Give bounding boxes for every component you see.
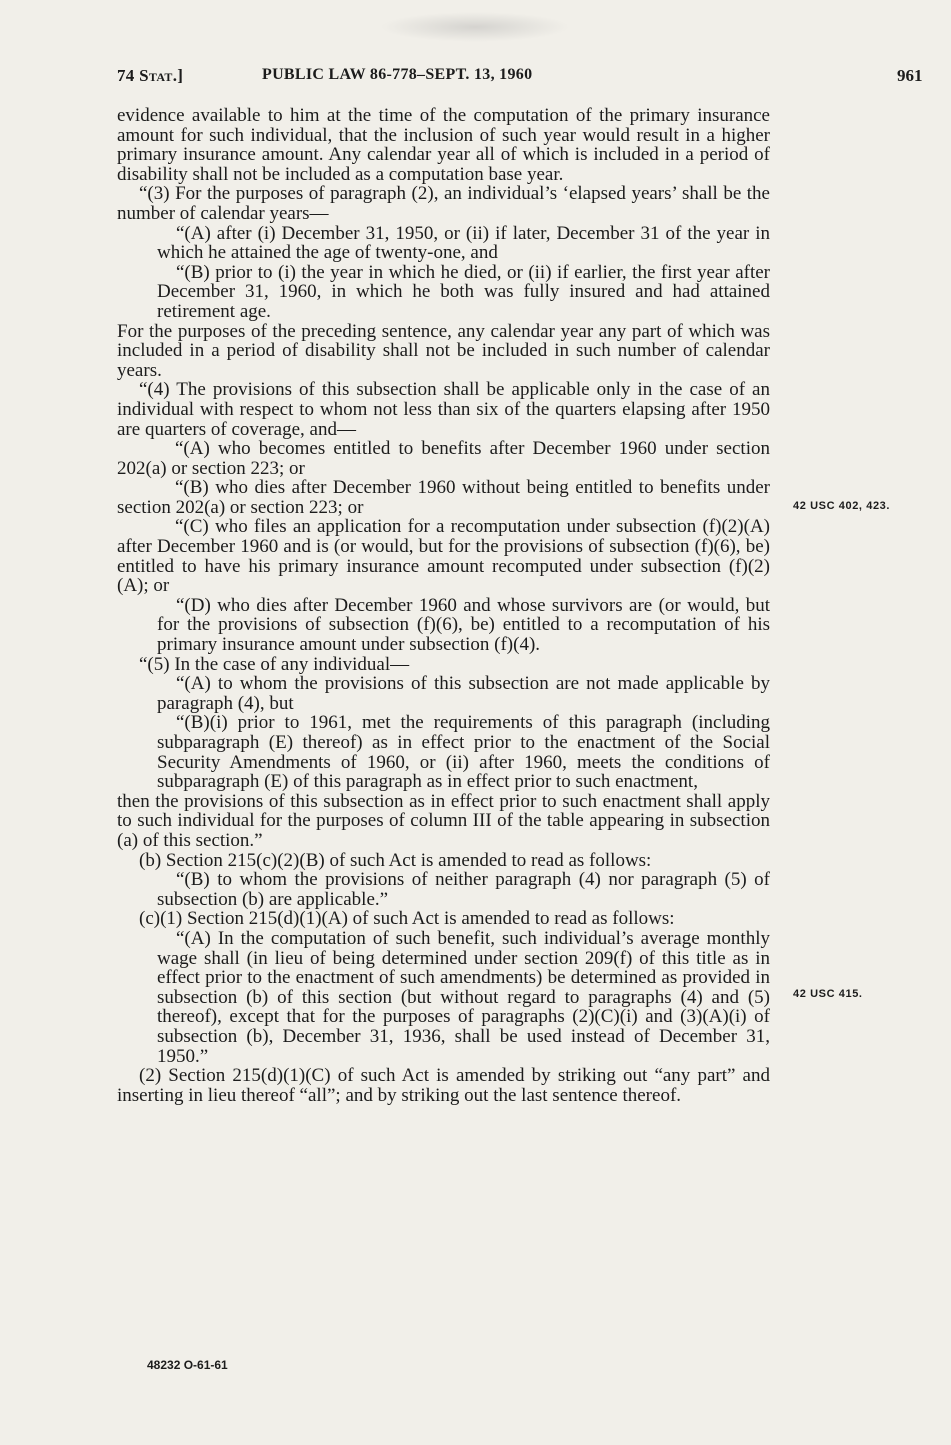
printer-code: 48232 O-61-61 bbox=[147, 1358, 228, 1372]
bleed-through-mark bbox=[380, 12, 570, 42]
paragraph: “(A) after (i) December 31, 1950, or (ii) if later, December 31 of the year in which he attained the age of twenty-one, and bbox=[157, 222, 770, 264]
page-header bbox=[0, 66, 951, 92]
statute-body bbox=[117, 106, 770, 1105]
paragraph: “(B)(i) prior to 1961, met the requirements of this paragraph (including subparagraph (E) thereof) as in effect prior to the enactment of the Social Security Amendments of 1960, or (ii) after 1960, meets the conditions of subparagraph (E) of this paragraph as in effect prior to such enactment, bbox=[157, 712, 770, 793]
paragraph: “(3) For the purposes of paragraph (2), an individual’s ‘elapsed years’ shall be the number of calendar years— bbox=[117, 183, 770, 224]
paragraph: (c)(1) Section 215(d)(1)(A) of such Act is amended to read as follows: bbox=[139, 908, 675, 930]
paragraph: evidence available to him at the time of the computation of the primary insurance amount for such individual, that the inclusion of such year would result in a higher primary insurance amount. Any calendar year all of which is included in a period of disability shall not be included as a computation base year. bbox=[117, 105, 770, 185]
paragraph: “(B) prior to (i) the year in which he died, or (ii) if earlier, the first year after December 31, 1960, in which he both was fully insured and had attained retirement age. bbox=[157, 261, 770, 322]
paragraph: “(C) who files an application for a recomputation under subsection (f)(2)(A) after December 1960 and is (or would, but for the provisions of subsection (f)(6), be) entitled to have his primary insurance amount recomputed under subsection (f)(2)(A); or bbox=[117, 516, 770, 597]
paragraph: “(A) In the computation of such benefit, such individual’s average monthly wage shall (in lieu of being determined under section 209(f) of this title as in effect prior to the enactment of such amendments) be determined as provided in subsection (b) of this section (but without regard to paragraphs (4) and (5) thereof), except that for the purposes of paragraphs (2)(C)(i) and (3)(A)(i) of subsection (b), December 31, 1936, shall be used instead of December 31, 1950.” bbox=[157, 927, 770, 1067]
paragraph: (2) Section 215(d)(1)(C) of such Act is amended by striking out “any part” and inserting in lieu thereof “all”; and by striking out the last sentence thereof. bbox=[117, 1065, 770, 1106]
margin-note: 42 USC 402, 423. bbox=[793, 500, 891, 512]
paragraph: “(B) who dies after December 1960 without being entitled to benefits under section 202(a) or section 223; or bbox=[117, 477, 770, 518]
paragraph: “(4) The provisions of this subsection shall be applicable only in the case of an individual with respect to whom not less than six of the quarters elapsing after 1950 are quarters of coverage, and— bbox=[117, 379, 770, 440]
margin-note: 42 USC 415. bbox=[793, 988, 863, 1000]
paragraph: “(A) to whom the provisions of this subsection are not made applicable by paragraph (4), but bbox=[157, 673, 770, 714]
paragraph: then the provisions of this subsection as in effect prior to such enactment shall apply to such individual for the purposes of column III of the table appearing in subsection (a) of this section.” bbox=[117, 790, 770, 851]
paragraph: (b) Section 215(c)(2)(B) of such Act is amended to read as follows: bbox=[139, 849, 652, 871]
paragraph: For the purposes of the preceding sentence, any calendar year any part of which was included in a period of disability shall not be included in such number of calendar years. bbox=[117, 320, 770, 381]
paragraph: “(5) In the case of any individual— bbox=[139, 653, 410, 675]
statute-reference: 74 Stat.] bbox=[117, 66, 184, 85]
paragraph: “(B) to whom the provisions of neither paragraph (4) nor paragraph (5) of subsection (b) are applicable.” bbox=[157, 869, 770, 910]
paragraph: “(D) who dies after December 1960 and whose survivors are (or would, but for the provisions of subsection (f)(6), be) entitled to a recomputation of his primary insurance amount under subsection (f)(4). bbox=[157, 594, 770, 656]
page-number: 961 bbox=[897, 66, 923, 85]
paragraph: “(A) who becomes entitled to benefits after December 1960 under section 202(a) or section 223; or bbox=[117, 438, 770, 479]
running-title: PUBLIC LAW 86-778–SEPT. 13, 1960 bbox=[262, 66, 533, 83]
